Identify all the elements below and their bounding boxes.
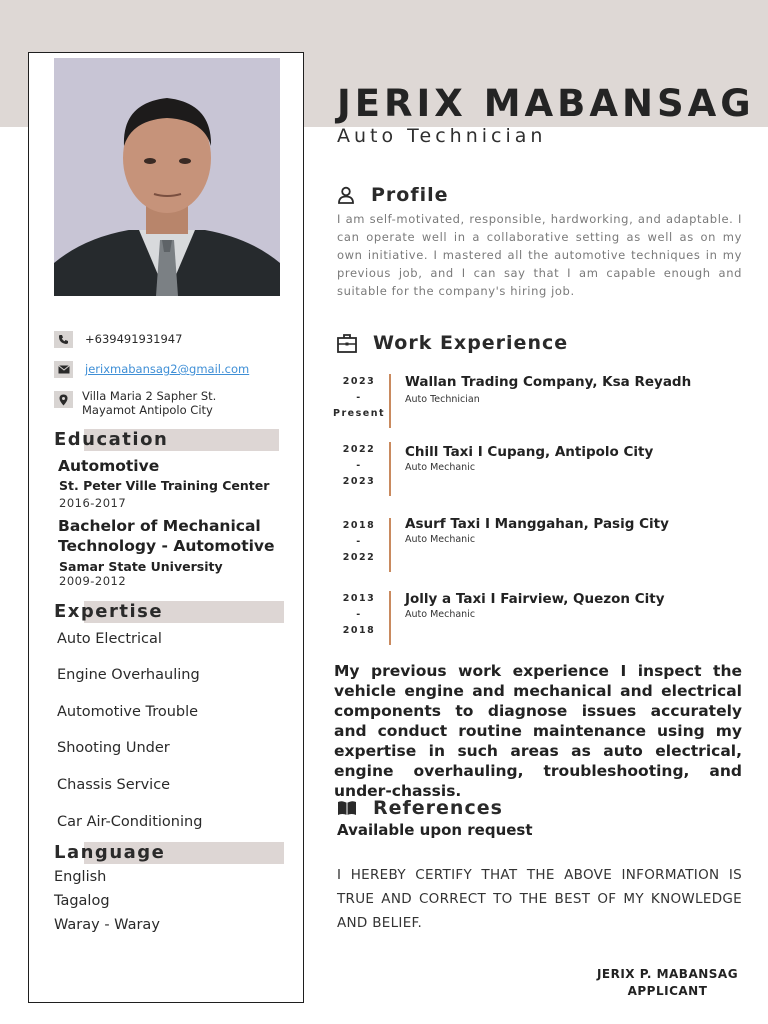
skill-item: Car Air-Conditioning <box>57 814 203 830</box>
signature-name: JERIX P. MABANSAG <box>596 967 739 981</box>
work-heading <box>337 332 568 354</box>
job-year-dash: - <box>356 460 362 471</box>
job-entry <box>330 442 750 498</box>
signature-block <box>590 966 745 1000</box>
skill-item: Auto Electrical <box>57 631 162 647</box>
job-entry <box>330 374 750 430</box>
education-school: Samar State University <box>59 559 223 574</box>
job-years <box>330 374 388 422</box>
address <box>82 389 216 417</box>
job-year-dash: - <box>356 609 362 620</box>
job-year-to: 2023 <box>342 476 376 487</box>
education-years: 2016-2017 <box>59 496 127 510</box>
job-year-to: 2022 <box>342 552 376 563</box>
education-heading-label: Education <box>54 429 169 450</box>
address-line-1: Villa Maria 2 Sapher St. <box>82 389 217 403</box>
job-company: Chill Taxi I Cupang, Antipolo City <box>405 444 654 460</box>
certification-statement: I HEREBY CERTIFY THAT THE ABOVE INFORMATION IS TRUE AND CORRECT TO THE BEST OF MY KNOWLEDGE AND BELIEF. <box>337 867 742 931</box>
references-heading <box>337 797 503 819</box>
job-year-from: 2013 <box>342 593 376 604</box>
job-role: Auto Technician <box>405 394 480 405</box>
language-item: Waray - Waray <box>54 917 160 933</box>
job-year-from: 2018 <box>342 520 376 531</box>
profile-text: I am self-motivated, responsible, hardworking, and adaptable. I can operate well in a collaborative setting as well as on my own initiative. I mastered all the automotive techniques in my previous job, and I can say that I am capable enough and suitable for the company's hiring job. <box>337 212 742 298</box>
job-entry <box>330 518 750 574</box>
skill-item: Chassis Service <box>57 777 171 793</box>
job-years <box>330 591 388 639</box>
timeline-line <box>389 442 391 496</box>
job-company: Wallan Trading Company, Ksa Reyadh <box>405 374 692 390</box>
location-pin-icon <box>54 391 73 408</box>
job-years <box>330 442 388 490</box>
job-entry <box>330 591 750 647</box>
contact-phone <box>54 331 182 348</box>
job-role: Auto Mechanic <box>405 609 476 620</box>
book-icon <box>337 800 357 816</box>
job-role: Auto Mechanic <box>405 534 476 545</box>
briefcase-icon <box>337 334 357 353</box>
job-year-dash: - <box>356 392 362 403</box>
skill-item: Automotive Trouble <box>57 704 199 720</box>
timeline-line <box>389 518 391 572</box>
education-degree: Automotive <box>58 457 160 475</box>
references-heading-label: References <box>373 797 503 819</box>
job-year-from: 2023 <box>342 376 376 387</box>
contact-address <box>54 389 216 417</box>
applicant-name: JERIX MABANSAG <box>337 82 755 125</box>
job-company: Asurf Taxi I Manggahan, Pasig City <box>405 516 669 532</box>
profile-photo <box>54 58 280 296</box>
profile-heading-label: Profile <box>371 184 449 206</box>
email-link[interactable]: jerixmabansag2@gmail.com <box>85 362 250 376</box>
education-years: 2009-2012 <box>59 574 127 588</box>
contact-email <box>54 361 249 378</box>
job-years <box>330 518 388 566</box>
expertise-heading <box>54 601 280 623</box>
language-item: Tagalog <box>54 893 110 909</box>
job-title: Auto Technician <box>337 125 547 147</box>
job-year-to: Present <box>333 408 385 419</box>
skill-item: Shooting Under <box>57 740 170 756</box>
education-degree: Bachelor of Mechanical Technology - Automotive <box>58 517 275 555</box>
references-availability: Available upon request <box>337 821 533 839</box>
job-year-from: 2022 <box>342 444 376 455</box>
work-summary: My previous work experience I inspect the vehicle engine and mechanical and electrical components to diagnose issues accurately and conduct routine maintenance using my expertise in such areas as auto electrical, engine overhauling, troubleshooting, and under-chassis. <box>334 662 742 800</box>
language-heading-label: Language <box>54 842 166 863</box>
education-heading <box>54 429 280 451</box>
job-year-to: 2018 <box>342 625 376 636</box>
timeline-line <box>389 374 391 428</box>
timeline-line <box>389 591 391 645</box>
phone-number: +639491931947 <box>85 332 183 346</box>
skill-item: Engine Overhauling <box>57 667 200 683</box>
work-heading-label: Work Experience <box>373 332 569 354</box>
language-heading <box>54 842 280 864</box>
phone-icon <box>54 331 73 348</box>
education-school: St. Peter Ville Training Center <box>59 478 270 493</box>
envelope-icon <box>54 361 73 378</box>
job-role: Auto Mechanic <box>405 462 476 473</box>
job-company: Jolly a Taxi I Fairview, Quezon City <box>405 591 665 607</box>
person-icon <box>337 186 355 204</box>
expertise-heading-label: Expertise <box>54 601 164 622</box>
language-item: English <box>54 869 107 885</box>
job-year-dash: - <box>356 536 362 547</box>
address-line-2: Mayamot Antipolo City <box>82 403 213 417</box>
signature-role: APPLICANT <box>627 984 708 998</box>
profile-heading <box>337 184 449 206</box>
